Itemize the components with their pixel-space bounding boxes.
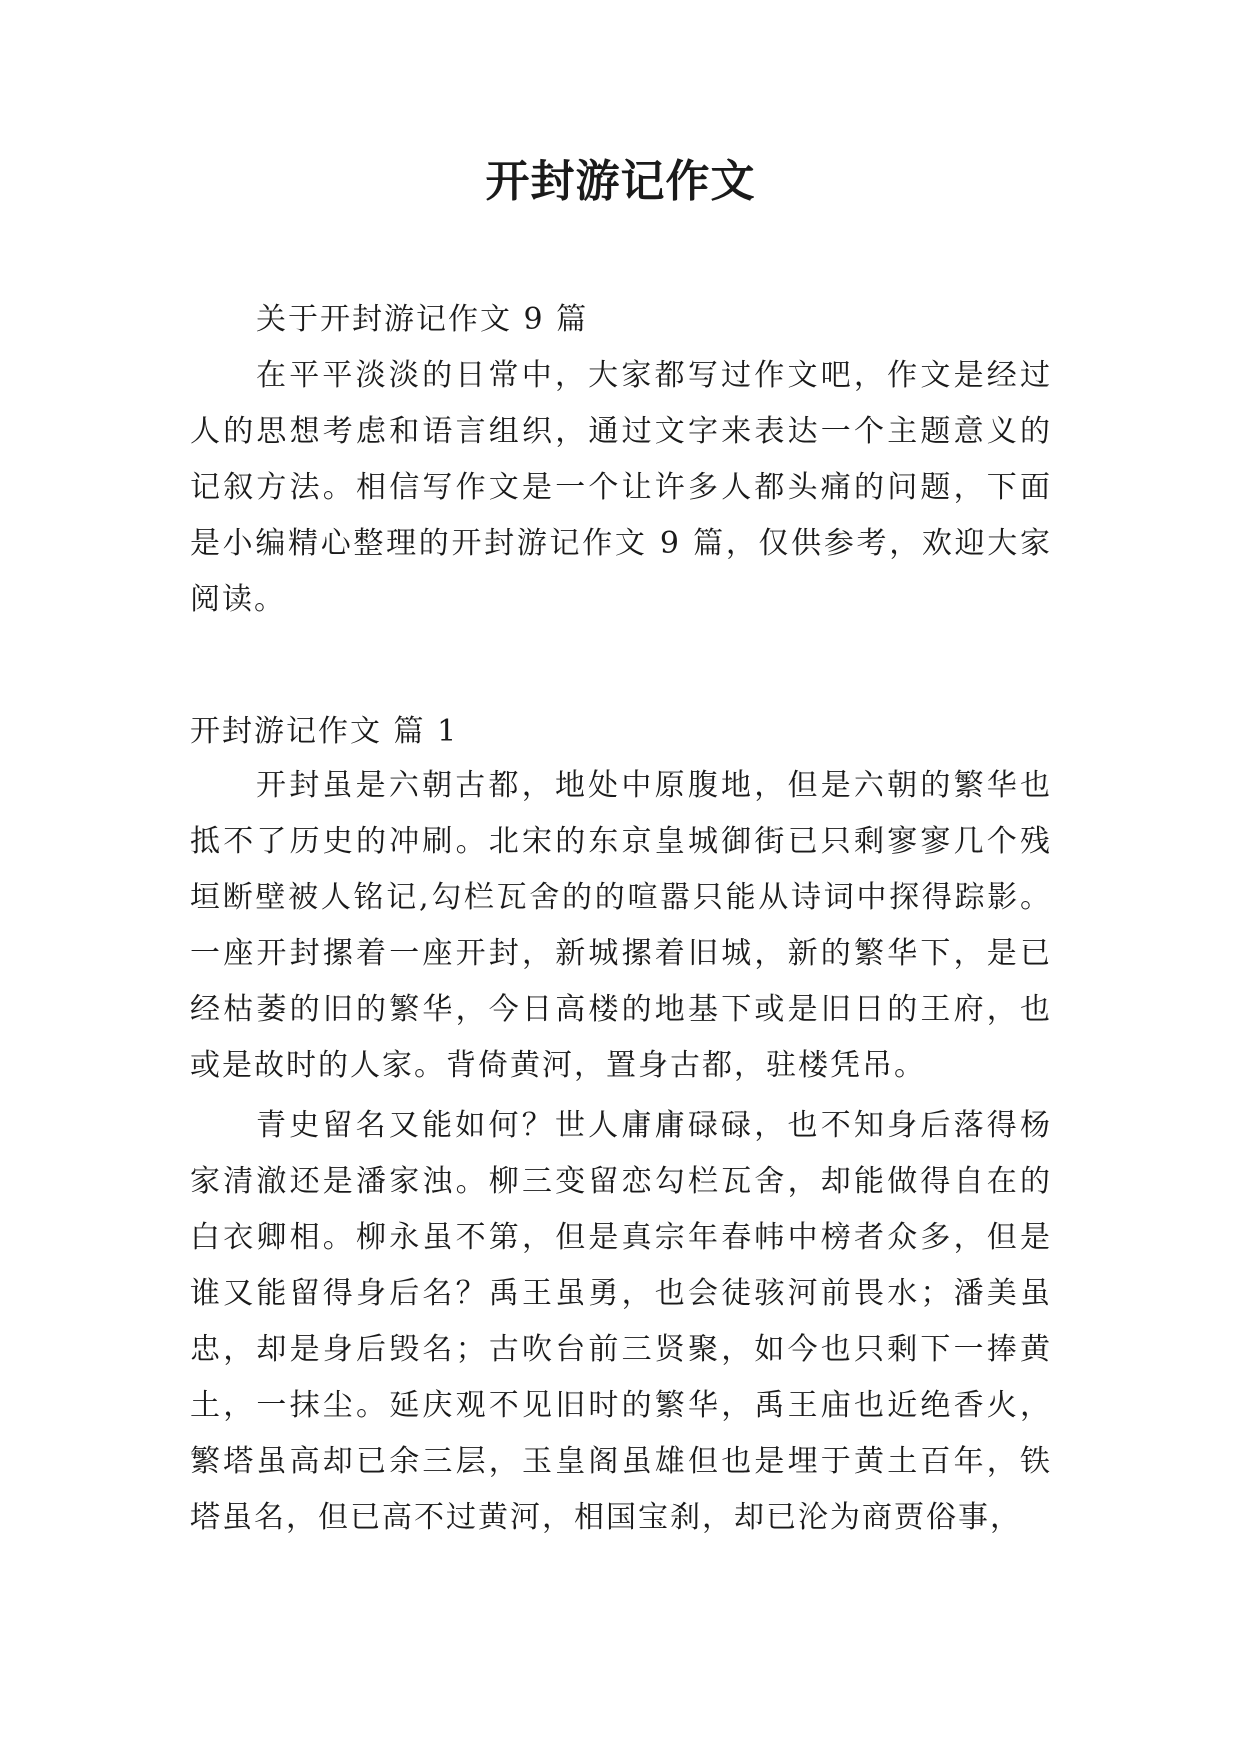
body-paragraph: 青史留名又能如何？世人庸庸碌碌，也不知身后落得杨家清澈还是潘家浊。柳三变留恋勾栏瓦舍，却能做得自在的白衣卿相。柳永虽不第，但是真宗年春帏中榜者众多，但是谁又能留得身后名？禹王虽勇，也会徒骇河前畏水；潘美虽忠，却是身后毁名；古吹台前三贤聚，如今也只剩下一捧黄土，一抹尘。延庆观不见旧时的繁华，禹王庙也近绝香火，繁塔虽高却已余三层，玉皇阁虽雄但也是埋于黄土百年，铁塔虽名，但已高不过黄河，相国宝刹，却已沦为商贾俗事， [190, 1108, 1052, 1535]
section-heading: 开封游记作文 篇 1 [190, 714, 459, 749]
body-paragraph: 开封虽是六朝古都，地处中原腹地，但是六朝的繁华也抵不了历史的冲刷。北宋的东京皇城御街已只剩寥寥几个残垣断壁被人铭记,勾栏瓦舍的的喧嚣只能从诗词中探得踪影。一座开封摞着一座开封，新城摞着旧城，新的繁华下，是已经枯萎的旧的繁华，今日高楼的地基下或是旧日的王府，也或是故时的人家。背倚黄河，置身古都，驻楼凭吊。 [190, 768, 1052, 1083]
document-subtitle: 关于开封游记作文 9 篇 [256, 302, 589, 337]
intro-paragraph: 在平平淡淡的日常中，大家都写过作文吧，作文是经过人的思想考虑和语言组织，通过文字来表达一个主题意义的记叙方法。相信写作文是一个让许多人都头痛的问题，下面是小编精心整理的开封游记作文 9 篇，仅供参考，欢迎大家阅读。 [190, 358, 1052, 617]
document-title: 开封游记作文 [485, 156, 756, 207]
